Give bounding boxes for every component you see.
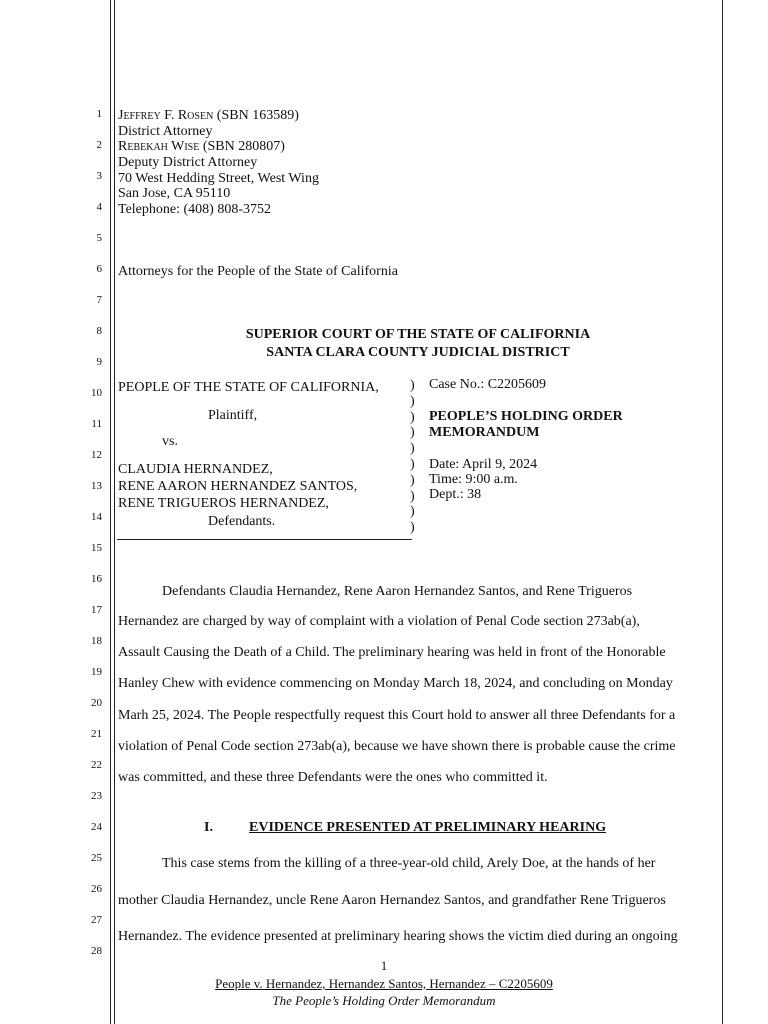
line-number: 18 — [91, 635, 102, 647]
caption-parentheses: ) ) ) ) ) ) ) ) ) ) — [410, 378, 415, 536]
line-number: 10 — [91, 387, 102, 399]
line-number: 22 — [91, 759, 102, 771]
section-title: EVIDENCE PRESENTED AT PRELIMINARY HEARING — [249, 820, 607, 835]
section-number: I. — [204, 820, 213, 835]
right-margin-rule — [722, 0, 723, 1024]
body-line: Hernandez. The evidence presented at preliminary hearing shows the victim died during an ongoing — [118, 929, 678, 944]
footer-case-line: People v. Hernandez, Hernandez Santos, Hernandez – C2205609 — [215, 976, 553, 991]
caption-underline — [117, 539, 412, 540]
attorney-sbn-1: (SBN 163589) — [213, 108, 299, 123]
line-number: 2 — [96, 139, 102, 151]
line-number: 15 — [91, 542, 102, 554]
plaintiff-label: Plaintiff, — [208, 408, 258, 423]
line-number: 14 — [91, 511, 102, 523]
defendant-name: CLAUDIA HERNANDEZ, — [118, 462, 273, 477]
line-number: 20 — [91, 697, 102, 709]
line-number: 21 — [91, 728, 102, 740]
versus: vs. — [162, 434, 178, 449]
line-number: 1 — [96, 108, 102, 120]
telephone: Telephone: (408) 808-3752 — [118, 202, 271, 217]
plaintiff-name: PEOPLE OF THE STATE OF CALIFORNIA, — [118, 380, 379, 395]
body-line: Hernandez are charged by way of complaint with a violation of Penal Code section 273ab(a), — [118, 614, 640, 629]
attorney-title-2: Deputy District Attorney — [118, 155, 258, 170]
line-number: 7 — [96, 294, 102, 306]
document-title-line-1: PEOPLE’S HOLDING ORDER — [429, 409, 623, 424]
defendant-name: RENE AARON HERNANDEZ SANTOS, — [118, 479, 358, 494]
line-number: 6 — [96, 263, 102, 275]
body-line: This case stems from the killing of a three-year-old child, Arely Doe, at the hands of her — [162, 856, 656, 871]
body-line: Assault Causing the Death of a Child. The preliminary hearing was held in front of the Honorable — [118, 645, 666, 660]
body-line: Marh 25, 2024. The People respectfully request this Court hold to answer all three Defendants for a — [118, 708, 676, 723]
attorneys-for: Attorneys for the People of the State of California — [118, 264, 398, 279]
body-line: Defendants Claudia Hernandez, Rene Aaron Hernandez Santos, and Rene Trigueros — [162, 584, 633, 599]
court-name: SUPERIOR COURT OF THE STATE OF CALIFORNIA — [245, 327, 591, 342]
line-number: 4 — [96, 201, 102, 213]
page-number: 1 — [380, 958, 388, 973]
address-line-1: 70 West Hedding Street, West Wing — [118, 171, 319, 186]
attorney-title-1: District Attorney — [118, 124, 213, 139]
line-number: 17 — [91, 604, 102, 616]
line-number: 23 — [91, 790, 102, 802]
attorney-sbn-2: (SBN 280807) — [199, 139, 285, 154]
attorney-name-2: Rebekah Wise — [118, 139, 200, 154]
line-number: 25 — [91, 852, 102, 864]
line-number: 3 — [96, 170, 102, 182]
line-number: 27 — [91, 914, 102, 926]
hearing-date: Date: April 9, 2024 — [429, 457, 538, 472]
address-line-2: San Jose, CA 95110 — [118, 186, 231, 201]
body-line: violation of Penal Code section 273ab(a), because we have shown there is probable cause the crime — [118, 739, 676, 754]
line-number: 13 — [91, 480, 102, 492]
attorney-line-2 — [118, 139, 285, 155]
footer-document-title: The People’s Holding Order Memorandum — [272, 993, 496, 1008]
attorney-name-1: Jeffrey F. Rosen — [118, 108, 214, 123]
left-margin-rule-outer — [110, 0, 111, 1024]
line-number: 24 — [91, 821, 102, 833]
defendant-name: RENE TRIGUEROS HERNANDEZ, — [118, 496, 329, 511]
body-line: mother Claudia Hernandez, uncle Rene Aaron Hernandez Santos, and grandfather Rene Trigueros — [118, 893, 666, 908]
line-number: 9 — [96, 356, 102, 368]
document-title-line-2: MEMORANDUM — [429, 425, 540, 440]
attorney-line-1 — [118, 108, 299, 124]
defendants-label: Defendants. — [208, 514, 276, 529]
hearing-time: Time: 9:00 a.m. — [429, 472, 518, 487]
line-number: 28 — [91, 945, 102, 957]
left-margin-rule-inner — [114, 0, 115, 1024]
body-line: Hanley Chew with evidence commencing on Monday March 18, 2024, and concluding on Monday — [118, 676, 673, 691]
line-number: 16 — [91, 573, 102, 585]
line-number: 11 — [91, 418, 102, 430]
case-number: Case No.: C2205609 — [429, 377, 547, 392]
line-number: 8 — [96, 325, 102, 337]
body-line: was committed, and these three Defendants were the ones who committed it. — [118, 770, 548, 785]
department: Dept.: 38 — [429, 487, 482, 502]
line-number: 26 — [91, 883, 102, 895]
line-number: 12 — [91, 449, 102, 461]
court-district: SANTA CLARA COUNTY JUDICIAL DISTRICT — [266, 345, 570, 360]
line-number: 19 — [91, 666, 102, 678]
line-number: 5 — [96, 232, 102, 244]
